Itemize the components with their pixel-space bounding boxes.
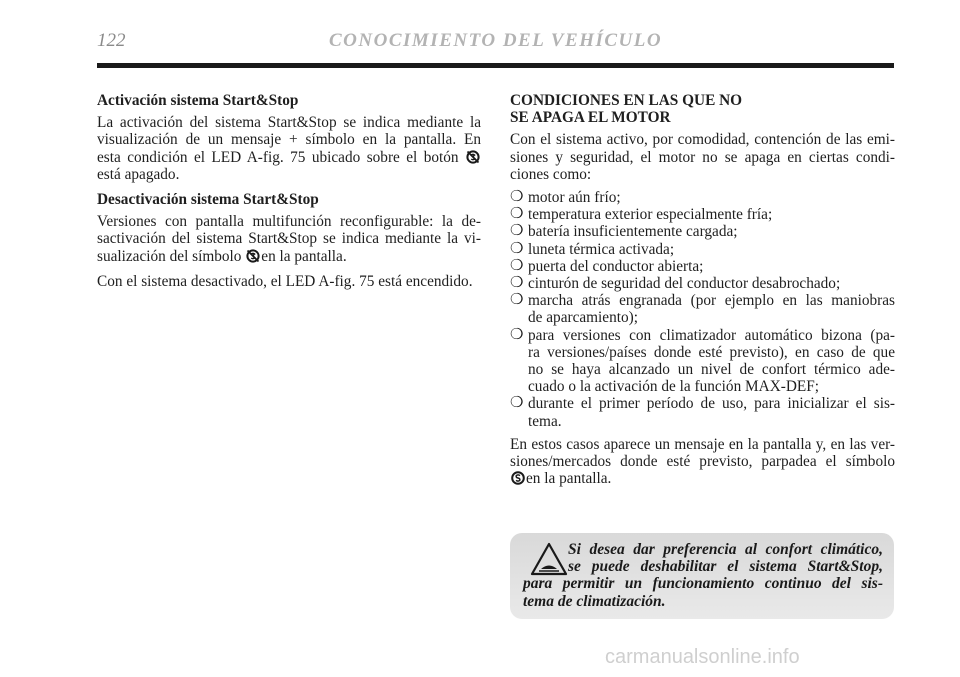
deactivation-line-3b: en la pantalla. [261, 247, 347, 265]
activation-paragraph [97, 114, 481, 183]
start-stop-off-icon [466, 150, 480, 164]
left-column [97, 92, 481, 298]
bullet-icon: ❍ [510, 292, 524, 309]
list-item [510, 292, 895, 326]
list-item-text: para versiones con climatizador automático bizona (pa- [528, 326, 895, 344]
bullet-icon: ❍ [510, 257, 524, 274]
deactivation-line-1: Versiones con pantalla multifunción reconfigurable: la de- [97, 213, 481, 231]
list-item-text: de aparcamiento); [528, 309, 638, 327]
intro-line-2: siones y seguridad, el motor no se apaga en ciertas condi- [510, 148, 895, 166]
conditions-heading-line-2: SE APAGA EL MOTOR [510, 109, 671, 127]
warning-line-1: Si desea dar preferencia al confort climático, [568, 541, 883, 558]
section-title: CONOCIMIENTO DEL VEHÍCULO [329, 30, 663, 51]
list-item-text: luneta térmica activada; [528, 240, 675, 258]
conditions-list [510, 189, 895, 430]
list-item-text: cinturón de seguridad del conductor desabrochado; [528, 275, 841, 293]
start-stop-blink-icon [511, 471, 525, 485]
list-item-text: batería insuficientemente cargada; [528, 223, 738, 241]
warning-line-4: tema de climatización. [523, 592, 666, 610]
bullet-icon: ❍ [510, 223, 524, 240]
list-item-text: no se haya alcanzado un nivel de confort térmico ade- [528, 361, 895, 379]
outro-line-3 [510, 470, 895, 487]
list-item-text: puerta del conductor abierta; [528, 257, 704, 275]
activation-line-3 [97, 149, 481, 166]
list-item-text: temperatura exterior especialmente fría; [528, 206, 773, 224]
list-item-text: durante el primer período de uso, para inicializar el sis- [528, 395, 895, 413]
warning-line-2: se puede deshabilitar el sistema Start&Stop, [568, 558, 883, 576]
deactivation-paragraph [97, 213, 481, 265]
deactivation-line-2: sactivación del sistema Start&Stop se indica mediante la vi- [97, 230, 481, 248]
header-rule [97, 63, 894, 68]
list-item-text: cuado o la activación de la función MAX-DEF; [528, 378, 819, 396]
conditions-heading [510, 92, 895, 126]
bullet-icon: ❍ [510, 206, 524, 223]
page-number: 122 [97, 30, 126, 51]
warning-text [523, 541, 883, 610]
list-item [510, 275, 895, 292]
conditions-outro [510, 436, 895, 488]
bullet-icon: ❍ [510, 395, 524, 412]
start-stop-off-icon [246, 249, 260, 263]
list-item [510, 206, 895, 223]
activation-line-2: visualización de un mensaje + símbolo en la pantalla. En [97, 131, 481, 149]
list-item [510, 395, 895, 429]
conditions-intro [510, 131, 895, 183]
list-item [510, 327, 895, 396]
list-item-text: ra versiones/países donde esté previsto), en caso de que [528, 343, 895, 361]
warning-box [510, 533, 894, 619]
deactivation-led-paragraph: Con el sistema desactivado, el LED A-fig. 75 está encendido. [97, 272, 473, 290]
list-item-text: motor aún frío; [528, 189, 621, 207]
activation-line-1: La activación del sistema Start&Stop se indica mediante la [97, 114, 481, 132]
right-column [510, 92, 895, 495]
intro-line-1: Con el sistema activo, por comodidad, contención de las emi- [510, 131, 895, 149]
watermark: carmanualsonline.info [605, 646, 800, 668]
bullet-icon: ❍ [510, 275, 524, 292]
deactivation-line-3a: sualización del símbolo [97, 247, 242, 265]
list-item [510, 189, 895, 206]
list-item [510, 223, 895, 240]
list-item-text: marcha atrás engranada (por ejemplo en las maniobras [528, 292, 895, 310]
list-item [510, 258, 895, 275]
activation-heading: Activación sistema Start&Stop [97, 92, 299, 109]
activation-line-3-text: esta condición el LED A-fig. 75 ubicado sobre el botón [97, 148, 459, 166]
outro-line-1: En estos casos aparece un mensaje en la pantalla y, en las ver- [510, 435, 895, 453]
deactivation-heading: Desactivación sistema Start&Stop [97, 191, 319, 209]
list-item-text: tema. [528, 412, 562, 430]
activation-line-4: está apagado. [97, 165, 180, 183]
list-item [510, 241, 895, 258]
bullet-icon: ❍ [510, 240, 524, 257]
bullet-icon: ❍ [510, 326, 524, 343]
bullet-icon: ❍ [510, 189, 524, 206]
conditions-heading-line-1: CONDICIONES EN LAS QUE NO [510, 92, 743, 109]
intro-line-3: ciones como: [510, 165, 592, 183]
page-header [97, 28, 897, 58]
outro-line-2: siones/mercados donde esté previsto, parpadea el símbolo [510, 453, 895, 471]
warning-line-3: para permitir un funcionamiento continuo del sis- [523, 575, 883, 593]
outro-line-3-text: en la pantalla. [526, 470, 612, 488]
deactivation-line-3 [97, 248, 481, 265]
